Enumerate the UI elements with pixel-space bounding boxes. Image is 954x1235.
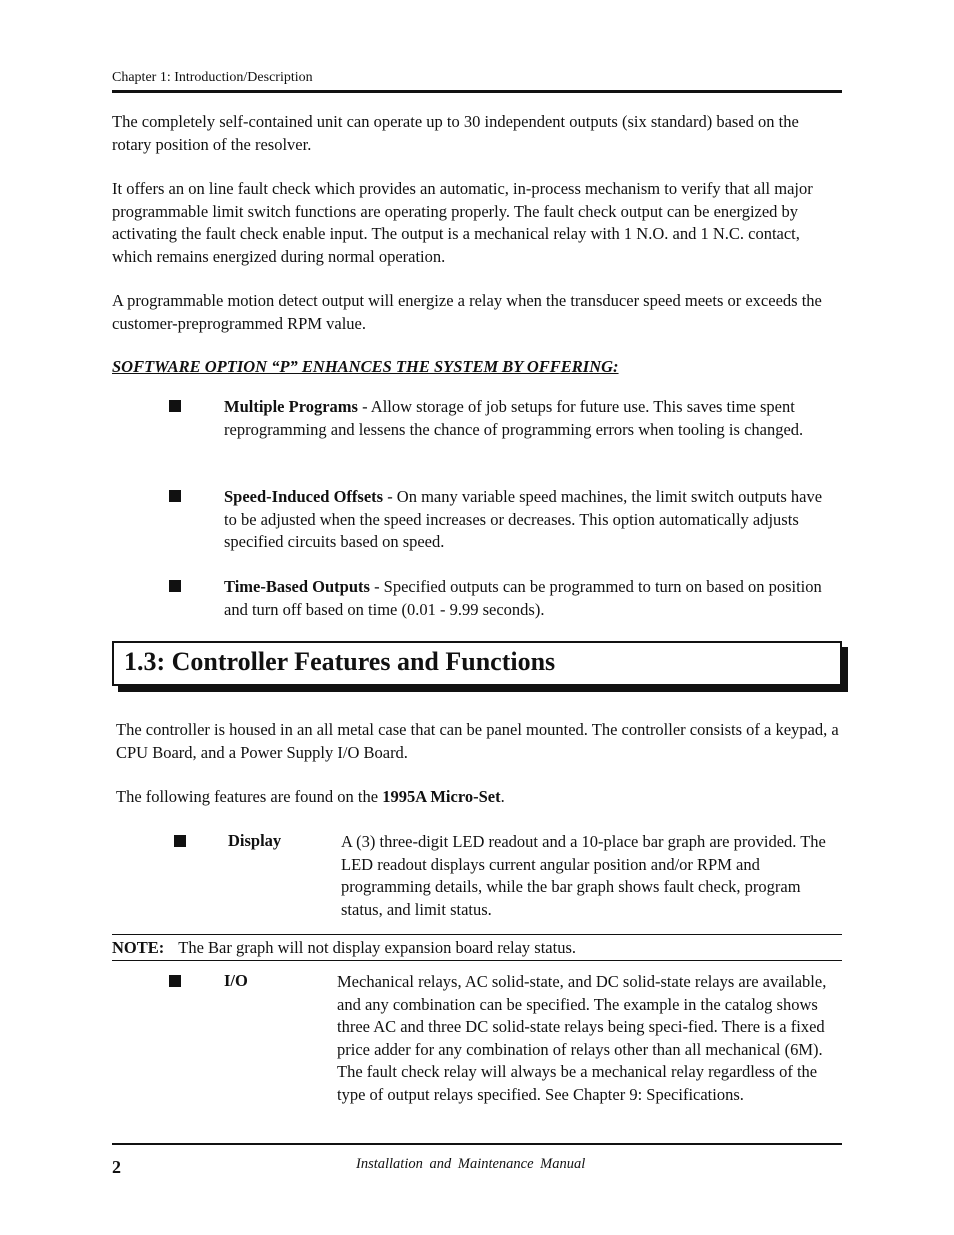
feature-label-display: Display xyxy=(228,831,282,850)
bullet-marker xyxy=(169,490,181,502)
bullet-marker xyxy=(169,580,181,592)
feature-label-io: I/O xyxy=(224,971,248,990)
software-option-heading: SOFTWARE OPTION “P” ENHANCES THE SYSTEM BY OFFERING: xyxy=(112,357,619,376)
section-paragraph-2 xyxy=(116,786,842,809)
option-description: - Allow storage of job setups for future use. This saves time spent reprogramming and lessens the chance of programming errors when tooling is changed. xyxy=(224,397,804,439)
footer-rule xyxy=(112,1143,842,1145)
option-title: Speed-Induced Offsets xyxy=(224,487,384,506)
bullet-marker xyxy=(169,975,181,987)
note xyxy=(112,938,576,958)
footer-title: Installation and Maintenance Manual xyxy=(356,1156,586,1172)
intro-paragraph-3: A programmable motion detect output will energize a relay when the transducer speed meets or exceeds the customer-preprogrammed RPM value. xyxy=(112,291,822,333)
bullet-marker xyxy=(174,835,186,847)
option-title: Multiple Programs xyxy=(224,397,358,416)
note-text: The Bar graph will not display expansion board relay status. xyxy=(178,938,577,957)
section-title: 1.3: Controller Features and Functions xyxy=(124,647,556,676)
option-time-based-outputs xyxy=(224,576,836,621)
features-intro-text: The following features are found on the xyxy=(116,787,383,806)
section-title-box xyxy=(112,641,842,686)
option-multiple-programs xyxy=(224,396,836,441)
bullet-marker xyxy=(169,400,181,412)
option-speed-induced-offsets xyxy=(224,486,836,554)
note-label: NOTE: xyxy=(112,938,165,957)
running-head: Chapter 1: Introduction/Description xyxy=(112,70,313,85)
feature-text-display: A (3) three-digit LED readout and a 10-place bar graph are provided. The LED readout displays current angular position and/or RPM and programming details, while the bar graph shows fault check, program status, and limit status. xyxy=(341,832,826,919)
product-name: 1995A Micro-Set xyxy=(382,787,501,806)
page-number: 2 xyxy=(112,1157,121,1177)
note-rule-top xyxy=(112,934,842,935)
features-intro-end: . xyxy=(500,787,505,806)
intro-paragraph-1: The completely self-contained unit can operate up to 30 independent outputs (six standard) based on the rotary position of the resolver. xyxy=(112,112,799,154)
option-description: - Specified outputs can be programmed to turn on based on position and turn off based on time (0.01 - 9.99 seconds). xyxy=(224,577,822,619)
feature-text-io: Mechanical relays, AC solid-state, and DC solid-state relays are available, and any combination can be specified. The example in the catalog shows three AC and three DC solid-state relays being speci-fied. There is a fixed price adder for any combination of relays other than all mechanical (6M). The fault check relay will always be a mechanical relay regardless of the type of output relays specified. See Chapter 9: Specifications. xyxy=(337,972,827,1104)
note-rule-bottom xyxy=(112,960,842,961)
option-description: - On many variable speed machines, the limit switch outputs have to be adjusted when the speed increases or decreases. This option automatically adjusts specified circuits based on speed. xyxy=(224,487,823,551)
option-title: Time-Based Outputs xyxy=(224,577,370,596)
intro-paragraph-2: It offers an on line fault check which provides an automatic, in-process mechanism to verify that all major programmable limit switch functions are operating properly. The fault check output can be energized by activating the fault check enable input. The output is a mechanical relay with 1 N.O. and 1 N.C. contact, which remains energized during normal operation. xyxy=(112,179,813,266)
header-rule xyxy=(112,90,842,93)
section-paragraph-1: The controller is housed in an all metal case that can be panel mounted. The controller consists of a keypad, a CPU Board, and a Power Supply I/O Board. xyxy=(116,720,839,762)
